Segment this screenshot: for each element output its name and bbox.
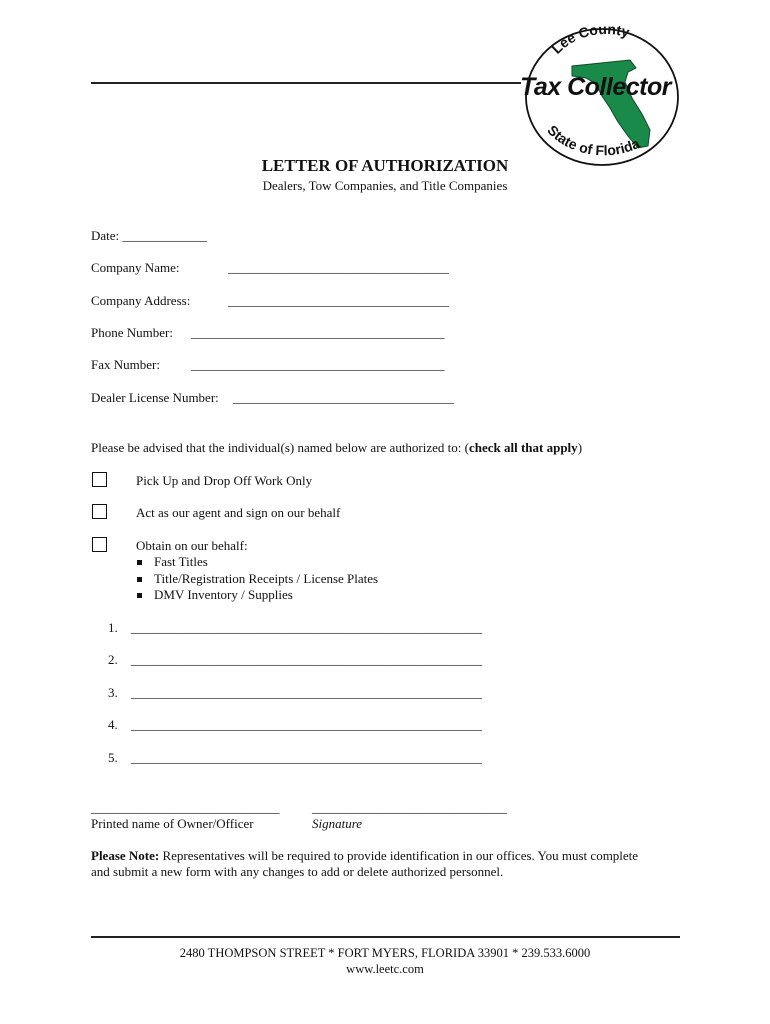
- note-line-2: and submit a new form with any changes to add or delete authorized personnel.: [91, 864, 504, 879]
- bullet-icon: [137, 593, 142, 598]
- name-line-field[interactable]: ______________________________________________________: [131, 652, 482, 667]
- name-number: 5.: [108, 750, 118, 765]
- authorization-intro: [91, 440, 582, 456]
- sub-item-label: DMV Inventory / Supplies: [154, 587, 293, 602]
- company-address-label: Company Address:: [91, 293, 191, 308]
- phone-label: Phone Number:: [91, 325, 173, 340]
- header-rule: [91, 82, 521, 84]
- option-obtain-on-behalf-label: Obtain on our behalf:: [136, 538, 248, 553]
- signature-field[interactable]: ______________________________: [312, 800, 507, 815]
- company-address-field[interactable]: __________________________________: [228, 293, 449, 308]
- name-line-field[interactable]: ______________________________________________________: [131, 620, 482, 635]
- signature-label: Signature: [312, 816, 363, 831]
- phone-field[interactable]: _______________________________________: [191, 325, 445, 340]
- name-line-field[interactable]: ______________________________________________________: [131, 750, 482, 765]
- intro-prefix: Please be advised that the individual(s) named below are authorized to: (: [91, 440, 469, 455]
- name-number: 3.: [108, 685, 118, 700]
- note-text: Representatives will be required to provide identification in our offices. You must complete: [159, 848, 639, 863]
- company-name-label: Company Name:: [91, 260, 180, 275]
- svg-text:Lee County: [548, 22, 631, 57]
- sub-item-label: Title/Registration Receipts / License Plates: [154, 571, 379, 586]
- note-bold: Please Note:: [91, 848, 160, 863]
- intro-bold: check all that apply: [468, 440, 578, 455]
- page-subtitle: Dealers, Tow Companies, and Title Companies: [262, 178, 508, 193]
- footer-address: 2480 THOMPSON STREET * FORT MYERS, FLORIDA 33901 * 239.533.6000: [179, 946, 591, 960]
- dealer-license-label: Dealer License Number:: [91, 390, 219, 405]
- printed-name-field[interactable]: _____________________________: [91, 800, 280, 815]
- name-line-field[interactable]: ______________________________________________________: [131, 685, 482, 700]
- logo-main-text: Tax Collector: [520, 73, 671, 101]
- intro-suffix: ): [577, 440, 583, 455]
- sub-item-label: Fast Titles: [154, 554, 208, 569]
- bullet-icon: [137, 577, 142, 582]
- company-name-field[interactable]: __________________________________: [228, 260, 449, 275]
- page-title: LETTER OF AUTHORIZATION: [261, 156, 509, 175]
- logo-arc-bottom-text: State of Florida: [544, 121, 642, 159]
- fax-field[interactable]: _______________________________________: [191, 357, 445, 372]
- checkbox-act-as-agent[interactable]: [92, 504, 107, 519]
- logo-arc-top-text: Lee County: [548, 22, 632, 57]
- name-number: 4.: [108, 717, 118, 732]
- dealer-license-field[interactable]: __________________________________: [233, 390, 454, 405]
- bullet-icon: [137, 560, 142, 565]
- date-field[interactable]: Date: _____________: [91, 228, 207, 243]
- note-line-1: [91, 848, 638, 864]
- sub-item: [137, 554, 208, 570]
- checkbox-pickup-dropoff[interactable]: [92, 472, 107, 487]
- footer-rule: [91, 936, 680, 938]
- sub-item: [137, 571, 378, 587]
- sub-item: [137, 587, 293, 603]
- name-number: 2.: [108, 652, 118, 667]
- option-act-as-agent-label: Act as our agent and sign on our behalf: [136, 505, 341, 520]
- checkbox-obtain-on-behalf[interactable]: [92, 537, 107, 552]
- name-line-field[interactable]: ______________________________________________________: [131, 717, 482, 732]
- printed-name-label: Printed name of Owner/Officer: [91, 816, 254, 831]
- footer-website[interactable]: www.leetc.com: [346, 962, 424, 976]
- fax-label: Fax Number:: [91, 357, 160, 372]
- option-pickup-dropoff-label: Pick Up and Drop Off Work Only: [136, 473, 313, 488]
- name-number: 1.: [108, 620, 118, 635]
